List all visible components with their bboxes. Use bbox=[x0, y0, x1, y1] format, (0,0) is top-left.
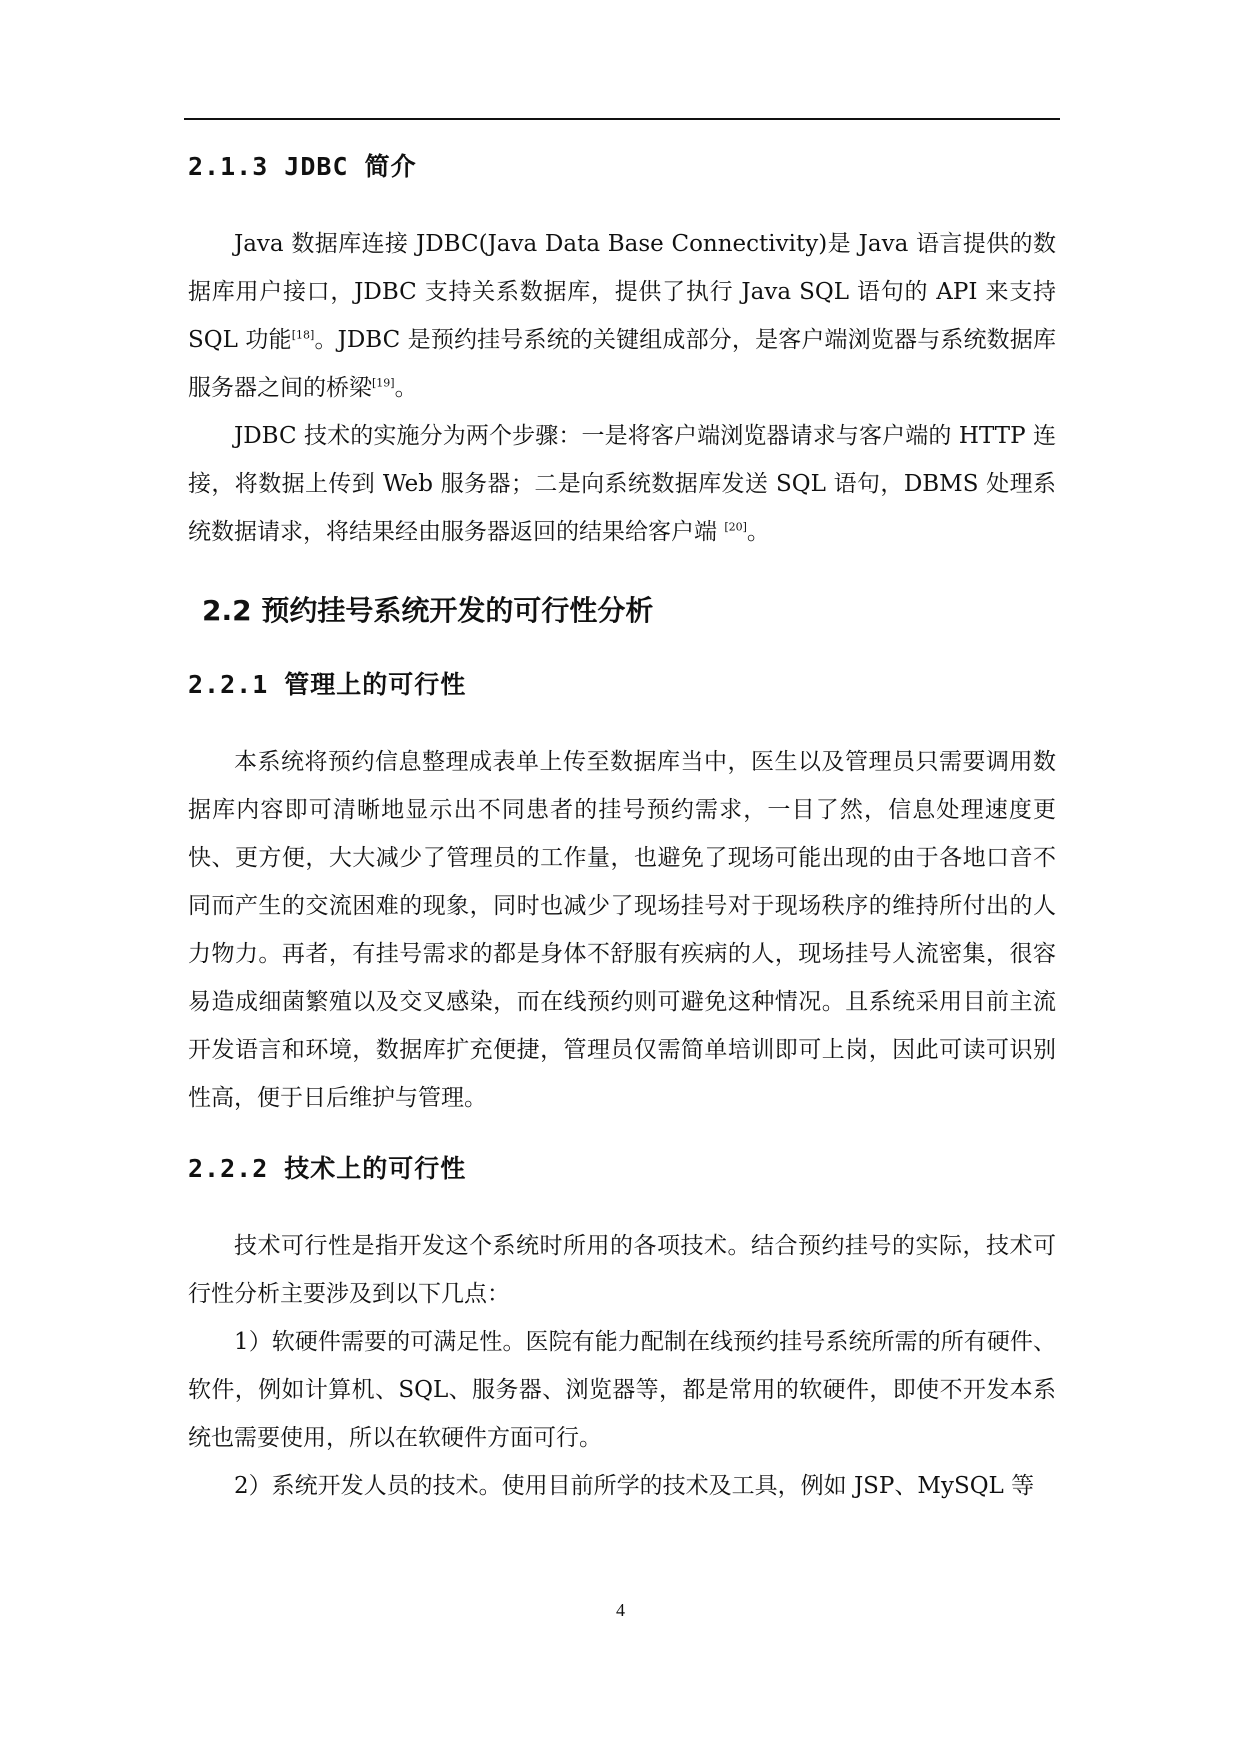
section-2-2-heading: 2.2 预约挂号系统开发的可行性分析 bbox=[202, 594, 654, 627]
paragraph-text: 。 bbox=[746, 519, 770, 545]
page-number: 4 bbox=[616, 1600, 625, 1620]
section-2-1-3-heading: 2.1.3 JDBC 简介 bbox=[188, 152, 417, 181]
citation-18: [18] bbox=[291, 328, 315, 342]
citation-19: [19] bbox=[372, 376, 395, 390]
section-2-2-1-heading: 2.2.1 管理上的可行性 bbox=[188, 670, 467, 699]
section-2-1-3-paragraph-1 bbox=[188, 220, 1056, 412]
document-body bbox=[188, 150, 1056, 1510]
paragraph-text: JDBC 技术的实施分为两个步骤：一是将客户端浏览器请求与客户端的 HTTP 连接，将数据上传到 Web 服务器；二是向系统数据库发送 SQL 语句，DBMS 处理系统数据请求，将结果经由服务器返回的结果给客户端 bbox=[188, 423, 1056, 545]
paragraph-text: 。 bbox=[394, 375, 418, 401]
section-2-2-2-heading: 2.2.2 技术上的可行性 bbox=[188, 1154, 467, 1183]
paragraph-text: Java 数据库连接 JDBC(Java Data Base Connectivity)是 Java 语言提供的数据库用户接口，JDBC 支持关系数据库，提供了执行 Java SQL 语句的 API 来支持 SQL 功能 bbox=[188, 231, 1056, 353]
section-2-2-2-item-1: 1）软硬件需要的可满足性。医院有能力配制在线预约挂号系统所需的所有硬件、软件，例如计算机、SQL、服务器、浏览器等，都是常用的软硬件，即使不开发本系统也需要使用，所以在软硬件方面可行。 bbox=[188, 1329, 1056, 1451]
paragraph-text: 。JDBC 是预约挂号系统的关键组成部分，是客户端浏览器与系统数据库服务器之间的桥梁 bbox=[188, 327, 1056, 401]
header-rule bbox=[184, 118, 1060, 120]
section-2-2-1-paragraph-1: 本系统将预约信息整理成表单上传至数据库当中，医生以及管理员只需要调用数据库内容即可清晰地显示出不同患者的挂号预约需求，一目了然，信息处理速度更快、更方便，大大减少了管理员的工作量，也避免了现场可能出现的由于各地口音不同而产生的交流困难的现象，同时也减少了现场挂号对于现场秩序的维持所付出的人力物力。再者，有挂号需求的都是身体不舒服有疾病的人，现场挂号人流密集，很容易造成细菌繁殖以及交叉感染，而在线预约则可避免这种情况。且系统采用目前主流开发语言和环境，数据库扩充便捷，管理员仅需简单培训即可上岗，因此可读可识别性高，便于日后维护与管理。 bbox=[188, 749, 1056, 1111]
section-2-1-3-paragraph-2 bbox=[188, 412, 1056, 556]
citation-20: [20] bbox=[724, 520, 747, 534]
section-2-2-2-item-2: 2）系统开发人员的技术。使用目前所学的技术及工具，例如 JSP、MySQL 等 bbox=[234, 1473, 1035, 1499]
section-2-2-2-paragraph-1: 技术可行性是指开发这个系统时所用的各项技术。结合预约挂号的实际，技术可行性分析主要涉及到以下几点： bbox=[188, 1233, 1056, 1307]
